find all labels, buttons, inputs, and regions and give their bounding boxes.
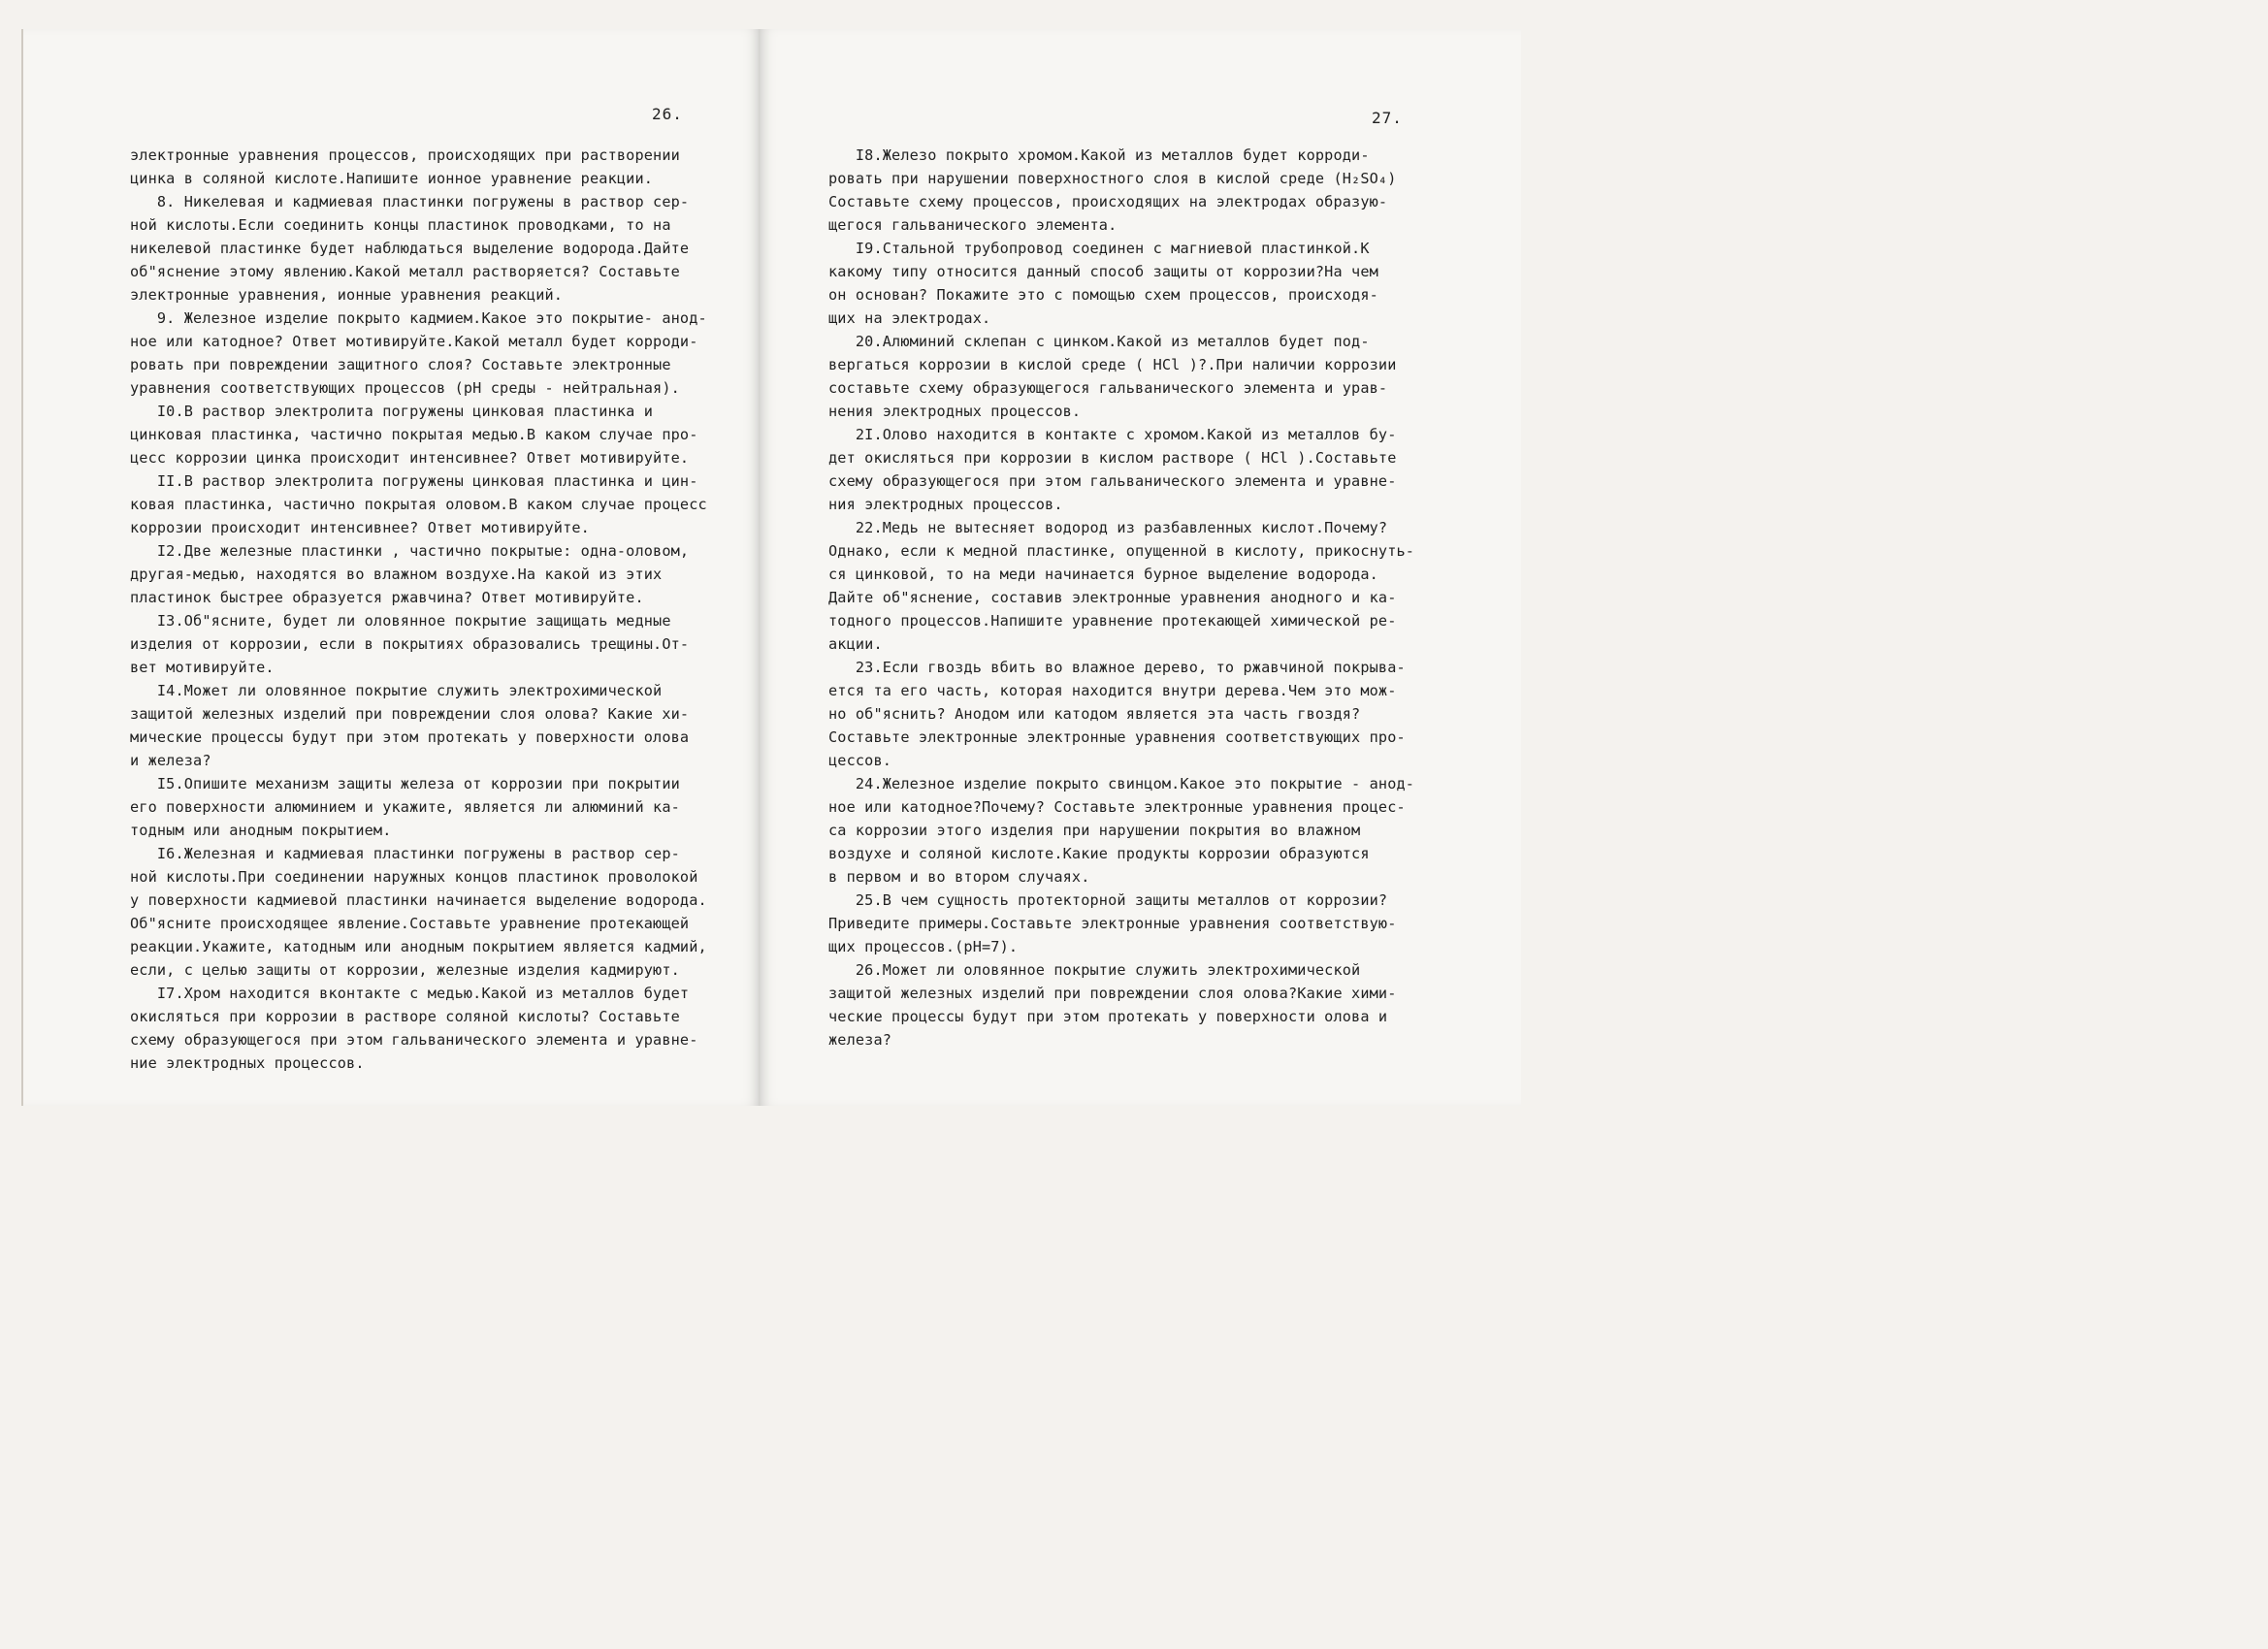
text-line: ется та его часть, которая находится внутри дерева.Чем это мож-	[828, 682, 1397, 699]
text-line: щих процессов.(рН=7).	[828, 938, 1019, 955]
text-line: ческие процессы будут при этом протекать у поверхности олова и	[828, 1008, 1388, 1025]
text-line: тодного процессов.Напишите уравнение протекающей химической ре-	[828, 612, 1397, 630]
text-line: I0.В раствор электролита погружены цинковая пластинка и	[130, 403, 654, 420]
text-line: нения электродных процессов.	[828, 403, 1082, 420]
text-line: цинковая пластинка, частично покрытая медью.В каком случае про-	[130, 426, 698, 443]
text-line: в первом и во втором случаях.	[828, 868, 1090, 886]
text-line: электронные уравнения, ионные уравнения реакций.	[130, 286, 564, 304]
text-line: другая-медью, находятся во влажном воздухе.На какой из этих	[130, 566, 663, 583]
text-line: 8. Никелевая и кадмиевая пластинки погружены в раствор сер-	[130, 193, 690, 210]
text-line: са коррозии этого изделия при нарушении покрытия во влажном	[828, 822, 1361, 839]
text-line: и железа?	[130, 752, 211, 769]
text-line: I6.Железная и кадмиевая пластинки погружены в раствор сер-	[130, 845, 680, 862]
text-line: 26.Может ли оловянное покрытие служить электрохимической	[828, 961, 1361, 979]
text-line: 25.В чем сущность протекторной защиты металлов от коррозии?	[828, 891, 1388, 909]
text-line: тодным или анодным покрытием.	[130, 822, 392, 839]
text-line: I9.Стальной трубопровод соединен с магниевой пластинкой.К	[828, 240, 1370, 257]
text-line: железа?	[828, 1031, 892, 1049]
text-line: ное или катодное? Ответ мотивируйте.Какой металл будет корроди-	[130, 333, 698, 350]
text-line: вергаться коррозии в кислой среде ( HCl )?.При наличии коррозии	[828, 356, 1397, 373]
page-number-right: 27.	[1372, 109, 1403, 127]
text-line: Составьте электронные электронные уравнения соответствующих про-	[828, 728, 1406, 746]
text-line: коррозии происходит интенсивнее? Ответ мотивируйте.	[130, 519, 590, 536]
text-line: Приведите примеры.Составьте электронные уравнения соответствую-	[828, 915, 1397, 932]
text-line: если, с целью защиты от коррозии, железные изделия кадмируют.	[130, 961, 680, 979]
text-line: его поверхности алюминием и укажите, является ли алюминий ка-	[130, 798, 680, 816]
page-right-text	[828, 144, 1414, 1051]
text-line: цессов.	[828, 752, 892, 769]
text-line: ровать при повреждении защитного слоя? Составьте электронные	[130, 356, 671, 373]
text-line: I5.Опишите механизм защиты железа от коррозии при покрытии	[130, 775, 680, 792]
text-line: 9. Железное изделие покрыто кадмием.Какое это покрытие- анод-	[130, 309, 707, 327]
text-line: Дайте об"яснение, составив электронные уравнения анодного и ка-	[828, 589, 1397, 606]
text-line: I4.Может ли оловянное покрытие служить электрохимической	[130, 682, 663, 699]
text-line: схему образующегося при этом гальванического элемента и уравне-	[828, 472, 1397, 490]
text-line: составьте схему образующегося гальванического элемента и урав-	[828, 379, 1388, 397]
text-line: воздухе и соляной кислоте.Какие продукты коррозии образуются	[828, 845, 1370, 862]
text-line: Об"ясните происходящее явление.Составьте уравнение протекающей	[130, 915, 690, 932]
text-line: дет окисляться при коррозии в кислом растворе ( HCl ).Составьте	[828, 449, 1397, 467]
text-line: ние электродных процессов.	[130, 1054, 365, 1072]
text-line: схему образующегося при этом гальванического элемента и уравне-	[130, 1031, 698, 1049]
page-left	[21, 29, 761, 1106]
text-line: мические процессы будут при этом протекать у поверхности олова	[130, 728, 690, 746]
text-line: акции.	[828, 635, 883, 653]
text-line: об"яснение этому явлению.Какой металл растворяется? Составьте	[130, 263, 680, 280]
text-line: I3.Об"ясните, будет ли оловянное покрытие защищать медные	[130, 612, 671, 630]
text-line: ровать при нарушении поверхностного слоя в кислой среде (H₂SO₄)	[828, 170, 1397, 187]
text-line: II.В раствор электролита погружены цинковая пластинка и цин-	[130, 472, 698, 490]
text-line: цесс коррозии цинка происходит интенсивнее? Ответ мотивируйте.	[130, 449, 690, 467]
text-line: I8.Железо покрыто хромом.Какой из металлов будет корроди-	[828, 146, 1370, 164]
text-line: 20.Алюминий склепан с цинком.Какой из металлов будет под-	[828, 333, 1370, 350]
text-line: щих на электродах.	[828, 309, 991, 327]
page-right	[759, 29, 1521, 1106]
text-line: окисляться при коррозии в растворе соляной кислоты? Составьте	[130, 1008, 680, 1025]
text-line: ной кислоты.При соединении наружных концов пластинок проволокой	[130, 868, 698, 886]
text-line: цинка в соляной кислоте.Напишите ионное уравнение реакции.	[130, 170, 654, 187]
text-line: I7.Хром находится вконтакте с медью.Какой из металлов будет	[130, 985, 690, 1002]
text-line: ной кислоты.Если соединить концы пластинок проводками, то на	[130, 216, 671, 234]
text-line: защитой железных изделий при повреждении слоя олова?Какие хими-	[828, 985, 1397, 1002]
text-line: но об"яснить? Анодом или катодом является эта часть гвоздя?	[828, 705, 1361, 723]
text-line: 2I.Олово находится в контакте с хромом.Какой из металлов бу-	[828, 426, 1397, 443]
text-line: изделия от коррозии, если в покрытиях образовались трещины.От-	[130, 635, 690, 653]
text-line: он основан? Покажите это с помощью схем процессов, происходя-	[828, 286, 1378, 304]
book-spread	[0, 0, 1521, 1106]
text-line: уравнения соответствующих процессов (рН среды - нейтральная).	[130, 379, 680, 397]
text-line: электронные уравнения процессов, происходящих при растворении	[130, 146, 680, 164]
text-line: ное или катодное?Почему? Составьте электронные уравнения процес-	[828, 798, 1406, 816]
text-line: 22.Медь не вытесняет водород из разбавленных кислот.Почему?	[828, 519, 1388, 536]
text-line: никелевой пластинке будет наблюдаться выделение водорода.Дайте	[130, 240, 690, 257]
page-number-left: 26.	[652, 105, 683, 123]
text-line: какому типу относится данный способ защиты от коррозии?На чем	[828, 263, 1378, 280]
text-line: ния электродных процессов.	[828, 496, 1063, 513]
text-line: реакции.Укажите, катодным или анодным покрытием является кадмий,	[130, 938, 707, 955]
text-line: у поверхности кадмиевой пластинки начинается выделение водорода.	[130, 891, 707, 909]
text-line: I2.Две железные пластинки , частично покрытые: одна-оловом,	[130, 542, 690, 560]
page-left-text	[130, 144, 707, 1075]
text-line: Составьте схему процессов, происходящих на электродах образую-	[828, 193, 1388, 210]
text-line: 24.Железное изделие покрыто свинцом.Какое это покрытие - анод-	[828, 775, 1415, 792]
text-line: ковая пластинка, частично покрытая оловом.В каком случае процесс	[130, 496, 707, 513]
text-line: пластинок быстрее образуется ржавчина? Ответ мотивируйте.	[130, 589, 644, 606]
text-line: вет мотивируйте.	[130, 659, 275, 676]
text-line: защитой железных изделий при повреждении слоя олова? Какие хи-	[130, 705, 690, 723]
text-line: щегося гальванического элемента.	[828, 216, 1118, 234]
text-line: 23.Если гвоздь вбить во влажное дерево, то ржавчиной покрыва-	[828, 659, 1406, 676]
text-line: ся цинковой, то на меди начинается бурное выделение водорода.	[828, 566, 1378, 583]
text-line: Однако, если к медной пластинке, опущенной в кислоту, прикоснуть-	[828, 542, 1415, 560]
